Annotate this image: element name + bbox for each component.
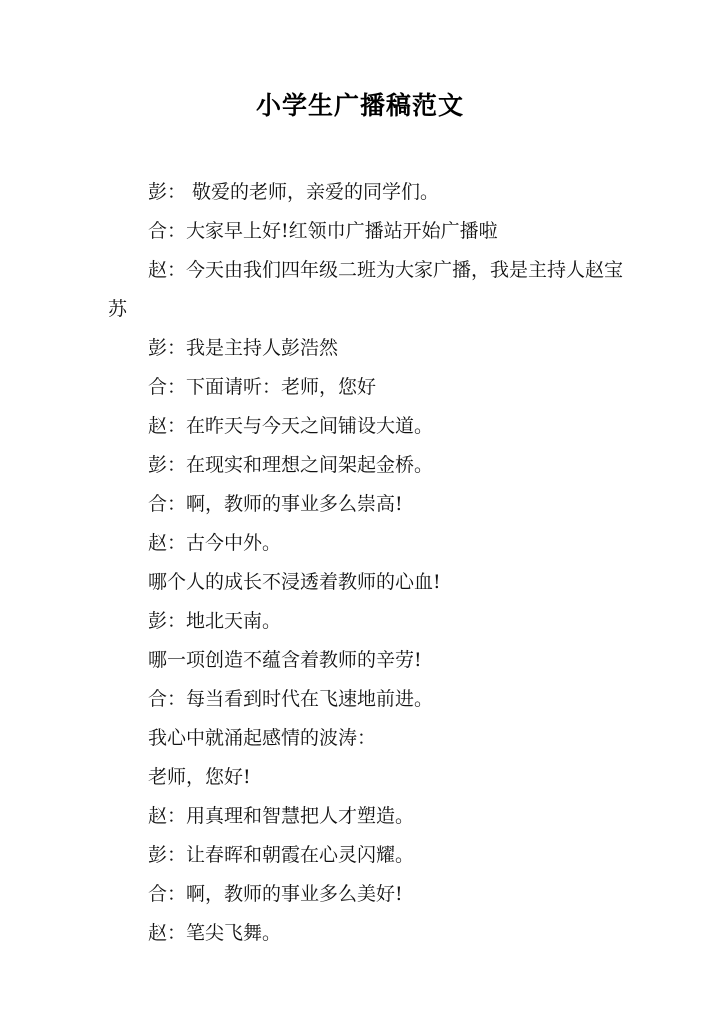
- paragraph: 赵：古今中外。: [148, 532, 282, 554]
- paragraph: 哪一项创造不蕴含着教师的辛劳!: [148, 649, 422, 671]
- paragraph: 我心中就涌起感情的波涛：: [148, 727, 377, 749]
- paragraph: 赵：在昨天与今天之间铺设大道。: [148, 415, 434, 437]
- document-body: [108, 173, 628, 953]
- paragraph: 老师，您好!: [148, 766, 251, 788]
- paragraph: 彭： 敬爱的老师，亲爱的同学们。: [148, 181, 440, 203]
- paragraph: 合：啊，教师的事业多么美好!: [148, 883, 403, 905]
- paragraph: 合：每当看到时代在飞速地前进。: [148, 688, 434, 710]
- paragraph: 赵：今天由我们四年级二班为大家广播，我是主持人赵宝苏: [108, 259, 624, 320]
- paragraph: 合：大家早上好!红领巾广播站开始广播啦: [148, 220, 498, 242]
- paragraph: 彭：地北天南。: [148, 610, 282, 632]
- paragraph: 哪个人的成长不浸透着教师的心血!: [148, 571, 441, 593]
- paragraph: 赵：笔尖飞舞。: [148, 922, 282, 944]
- paragraph: 合：下面请听：老师，您好: [148, 376, 377, 398]
- paragraph: 彭：我是主持人彭浩然: [148, 337, 339, 359]
- paragraph: 合：啊，教师的事业多么崇高!: [148, 493, 403, 515]
- document-title: 小学生广播稿范文: [255, 91, 464, 120]
- paragraph: 彭：让春晖和朝霞在心灵闪耀。: [148, 844, 415, 866]
- paragraph: 赵：用真理和智慧把人才塑造。: [148, 805, 415, 827]
- paragraph: 彭：在现实和理想之间架起金桥。: [148, 454, 434, 476]
